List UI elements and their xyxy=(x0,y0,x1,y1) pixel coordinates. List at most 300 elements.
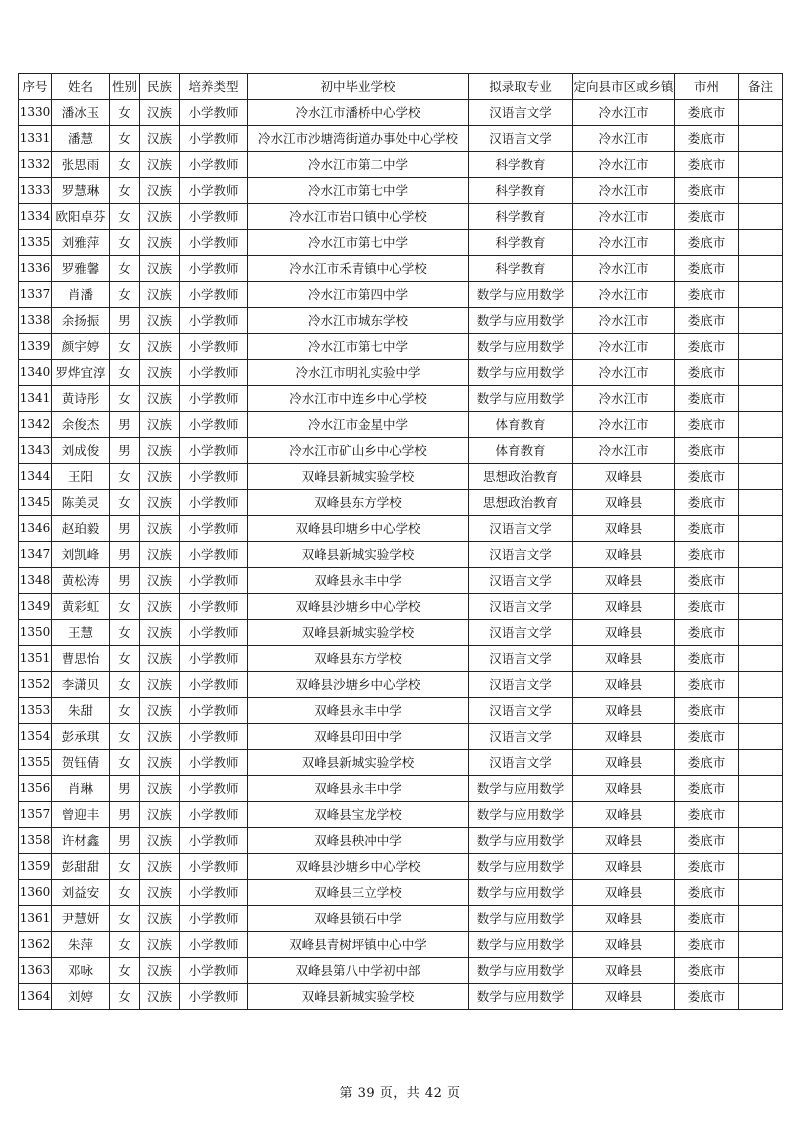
cell-remarks xyxy=(739,880,783,906)
cell-city: 娄底市 xyxy=(675,360,739,386)
cell-gender: 女 xyxy=(110,620,140,646)
cell-seq: 1333 xyxy=(19,178,52,204)
cell-training-type: 小学教师 xyxy=(180,126,248,152)
cell-remarks xyxy=(739,100,783,126)
cell-major: 科学教育 xyxy=(469,152,573,178)
cell-major: 汉语言文学 xyxy=(469,542,573,568)
cell-remarks xyxy=(739,906,783,932)
cell-junior-school: 双峰县锁石中学 xyxy=(248,906,469,932)
cell-seq: 1356 xyxy=(19,776,52,802)
cell-major: 汉语言文学 xyxy=(469,516,573,542)
cell-name: 潘冰玉 xyxy=(52,100,110,126)
cell-junior-school: 冷水江市禾青镇中心学校 xyxy=(248,256,469,282)
cell-training-type: 小学教师 xyxy=(180,984,248,1010)
cell-training-type: 小学教师 xyxy=(180,308,248,334)
cell-training-type: 小学教师 xyxy=(180,802,248,828)
cell-target-county: 双峰县 xyxy=(573,958,675,984)
cell-seq: 1348 xyxy=(19,568,52,594)
cell-junior-school: 冷水江市岩口镇中心学校 xyxy=(248,204,469,230)
cell-gender: 男 xyxy=(110,542,140,568)
cell-junior-school: 双峰县东方学校 xyxy=(248,490,469,516)
cell-ethnicity: 汉族 xyxy=(140,568,180,594)
cell-city: 娄底市 xyxy=(675,204,739,230)
cell-city: 娄底市 xyxy=(675,516,739,542)
cell-training-type: 小学教师 xyxy=(180,542,248,568)
cell-name: 刘益安 xyxy=(52,880,110,906)
cell-training-type: 小学教师 xyxy=(180,958,248,984)
cell-ethnicity: 汉族 xyxy=(140,516,180,542)
cell-city: 娄底市 xyxy=(675,984,739,1010)
cell-junior-school: 冷水江市金星中学 xyxy=(248,412,469,438)
cell-seq: 1359 xyxy=(19,854,52,880)
cell-ethnicity: 汉族 xyxy=(140,646,180,672)
cell-gender: 男 xyxy=(110,568,140,594)
cell-ethnicity: 汉族 xyxy=(140,802,180,828)
cell-name: 颜宇婷 xyxy=(52,334,110,360)
cell-city: 娄底市 xyxy=(675,646,739,672)
cell-gender: 男 xyxy=(110,828,140,854)
cell-ethnicity: 汉族 xyxy=(140,308,180,334)
cell-gender: 女 xyxy=(110,100,140,126)
cell-city: 娄底市 xyxy=(675,698,739,724)
cell-seq: 1352 xyxy=(19,672,52,698)
cell-major: 数学与应用数学 xyxy=(469,932,573,958)
cell-target-county: 冷水江市 xyxy=(573,282,675,308)
cell-training-type: 小学教师 xyxy=(180,178,248,204)
cell-training-type: 小学教师 xyxy=(180,594,248,620)
table-row xyxy=(19,152,783,178)
cell-gender: 女 xyxy=(110,932,140,958)
cell-major: 汉语言文学 xyxy=(469,100,573,126)
table-row xyxy=(19,412,783,438)
cell-ethnicity: 汉族 xyxy=(140,750,180,776)
cell-major: 科学教育 xyxy=(469,230,573,256)
cell-major: 汉语言文学 xyxy=(469,698,573,724)
cell-target-county: 冷水江市 xyxy=(573,126,675,152)
cell-junior-school: 双峰县新城实验学校 xyxy=(248,984,469,1010)
cell-major: 汉语言文学 xyxy=(469,126,573,152)
cell-ethnicity: 汉族 xyxy=(140,828,180,854)
cell-city: 娄底市 xyxy=(675,334,739,360)
cell-name: 朱甜 xyxy=(52,698,110,724)
cell-name: 刘凯峰 xyxy=(52,542,110,568)
cell-city: 娄底市 xyxy=(675,490,739,516)
cell-name: 黄松涛 xyxy=(52,568,110,594)
table-row xyxy=(19,542,783,568)
cell-city: 娄底市 xyxy=(675,958,739,984)
cell-target-county: 双峰县 xyxy=(573,516,675,542)
cell-target-county: 双峰县 xyxy=(573,932,675,958)
cell-junior-school: 双峰县新城实验学校 xyxy=(248,542,469,568)
cell-ethnicity: 汉族 xyxy=(140,178,180,204)
cell-ethnicity: 汉族 xyxy=(140,906,180,932)
cell-remarks xyxy=(739,282,783,308)
cell-gender: 女 xyxy=(110,334,140,360)
cell-training-type: 小学教师 xyxy=(180,672,248,698)
cell-seq: 1344 xyxy=(19,464,52,490)
cell-major: 数学与应用数学 xyxy=(469,802,573,828)
cell-training-type: 小学教师 xyxy=(180,568,248,594)
cell-name: 王慧 xyxy=(52,620,110,646)
cell-seq: 1330 xyxy=(19,100,52,126)
cell-seq: 1362 xyxy=(19,932,52,958)
cell-remarks xyxy=(739,672,783,698)
cell-remarks xyxy=(739,984,783,1010)
cell-gender: 女 xyxy=(110,724,140,750)
cell-junior-school: 双峰县宝龙学校 xyxy=(248,802,469,828)
cell-major: 数学与应用数学 xyxy=(469,308,573,334)
cell-training-type: 小学教师 xyxy=(180,724,248,750)
table-row xyxy=(19,334,783,360)
cell-target-county: 双峰县 xyxy=(573,984,675,1010)
cell-seq: 1364 xyxy=(19,984,52,1010)
cell-target-county: 冷水江市 xyxy=(573,438,675,464)
cell-name: 张思雨 xyxy=(52,152,110,178)
cell-name: 罗慧琳 xyxy=(52,178,110,204)
cell-remarks xyxy=(739,594,783,620)
cell-gender: 女 xyxy=(110,152,140,178)
cell-seq: 1339 xyxy=(19,334,52,360)
cell-remarks xyxy=(739,698,783,724)
cell-remarks xyxy=(739,230,783,256)
cell-target-county: 冷水江市 xyxy=(573,360,675,386)
cell-city: 娄底市 xyxy=(675,230,739,256)
cell-target-county: 冷水江市 xyxy=(573,230,675,256)
cell-target-county: 双峰县 xyxy=(573,880,675,906)
cell-seq: 1336 xyxy=(19,256,52,282)
cell-junior-school: 冷水江市第四中学 xyxy=(248,282,469,308)
cell-target-county: 双峰县 xyxy=(573,620,675,646)
cell-major: 科学教育 xyxy=(469,204,573,230)
cell-name: 彭甜甜 xyxy=(52,854,110,880)
cell-junior-school: 冷水江市中连乡中心学校 xyxy=(248,386,469,412)
cell-city: 娄底市 xyxy=(675,152,739,178)
cell-major: 思想政治教育 xyxy=(469,464,573,490)
cell-name: 罗烨宜淳 xyxy=(52,360,110,386)
cell-target-county: 双峰县 xyxy=(573,672,675,698)
cell-seq: 1351 xyxy=(19,646,52,672)
cell-city: 娄底市 xyxy=(675,100,739,126)
cell-remarks xyxy=(739,464,783,490)
cell-seq: 1343 xyxy=(19,438,52,464)
cell-city: 娄底市 xyxy=(675,256,739,282)
table-row xyxy=(19,386,783,412)
cell-major: 数学与应用数学 xyxy=(469,334,573,360)
cell-remarks xyxy=(739,932,783,958)
cell-training-type: 小学教师 xyxy=(180,620,248,646)
cell-city: 娄底市 xyxy=(675,412,739,438)
cell-gender: 女 xyxy=(110,984,140,1010)
cell-name: 曾迎丰 xyxy=(52,802,110,828)
cell-target-county: 双峰县 xyxy=(573,568,675,594)
table-row xyxy=(19,698,783,724)
cell-training-type: 小学教师 xyxy=(180,932,248,958)
cell-major: 数学与应用数学 xyxy=(469,984,573,1010)
table-row xyxy=(19,672,783,698)
cell-ethnicity: 汉族 xyxy=(140,776,180,802)
cell-junior-school: 双峰县新城实验学校 xyxy=(248,620,469,646)
cell-name: 黄彩虹 xyxy=(52,594,110,620)
cell-remarks xyxy=(739,334,783,360)
cell-target-county: 双峰县 xyxy=(573,854,675,880)
cell-junior-school: 双峰县印塘乡中心学校 xyxy=(248,516,469,542)
cell-remarks xyxy=(739,620,783,646)
cell-ethnicity: 汉族 xyxy=(140,984,180,1010)
cell-remarks xyxy=(739,776,783,802)
cell-gender: 女 xyxy=(110,282,140,308)
cell-remarks xyxy=(739,516,783,542)
cell-seq: 1331 xyxy=(19,126,52,152)
table-row xyxy=(19,984,783,1010)
cell-target-county: 冷水江市 xyxy=(573,412,675,438)
cell-junior-school: 双峰县东方学校 xyxy=(248,646,469,672)
cell-remarks xyxy=(739,490,783,516)
cell-name: 罗雅馨 xyxy=(52,256,110,282)
cell-major: 数学与应用数学 xyxy=(469,282,573,308)
cell-junior-school: 双峰县永丰中学 xyxy=(248,776,469,802)
table-body xyxy=(19,100,783,1010)
cell-city: 娄底市 xyxy=(675,542,739,568)
cell-name: 余俊杰 xyxy=(52,412,110,438)
cell-major: 数学与应用数学 xyxy=(469,386,573,412)
cell-name: 贺钰倩 xyxy=(52,750,110,776)
cell-training-type: 小学教师 xyxy=(180,698,248,724)
cell-junior-school: 冷水江市矿山乡中心学校 xyxy=(248,438,469,464)
cell-name: 王阳 xyxy=(52,464,110,490)
cell-target-county: 双峰县 xyxy=(573,906,675,932)
cell-seq: 1342 xyxy=(19,412,52,438)
cell-gender: 女 xyxy=(110,464,140,490)
cell-name: 潘慧 xyxy=(52,126,110,152)
table-row xyxy=(19,464,783,490)
cell-remarks xyxy=(739,178,783,204)
cell-major: 体育教育 xyxy=(469,412,573,438)
cell-seq: 1355 xyxy=(19,750,52,776)
cell-city: 娄底市 xyxy=(675,880,739,906)
cell-ethnicity: 汉族 xyxy=(140,958,180,984)
cell-gender: 女 xyxy=(110,958,140,984)
cell-name: 李潇贝 xyxy=(52,672,110,698)
cell-name: 曹思怡 xyxy=(52,646,110,672)
cell-training-type: 小学教师 xyxy=(180,828,248,854)
cell-ethnicity: 汉族 xyxy=(140,230,180,256)
table-row xyxy=(19,958,783,984)
table-row xyxy=(19,438,783,464)
cell-training-type: 小学教师 xyxy=(180,854,248,880)
cell-ethnicity: 汉族 xyxy=(140,594,180,620)
cell-target-county: 冷水江市 xyxy=(573,152,675,178)
cell-major: 体育教育 xyxy=(469,438,573,464)
cell-ethnicity: 汉族 xyxy=(140,542,180,568)
column-header-junior-school: 初中毕业学校 xyxy=(248,74,469,100)
cell-gender: 女 xyxy=(110,646,140,672)
table-row xyxy=(19,178,783,204)
table-row xyxy=(19,516,783,542)
cell-target-county: 双峰县 xyxy=(573,776,675,802)
cell-name: 刘婷 xyxy=(52,984,110,1010)
cell-ethnicity: 汉族 xyxy=(140,126,180,152)
cell-target-county: 双峰县 xyxy=(573,724,675,750)
cell-gender: 女 xyxy=(110,672,140,698)
cell-ethnicity: 汉族 xyxy=(140,464,180,490)
cell-junior-school: 冷水江市潘桥中心学校 xyxy=(248,100,469,126)
cell-target-county: 冷水江市 xyxy=(573,178,675,204)
cell-major: 汉语言文学 xyxy=(469,620,573,646)
cell-city: 娄底市 xyxy=(675,854,739,880)
cell-seq: 1361 xyxy=(19,906,52,932)
cell-city: 娄底市 xyxy=(675,932,739,958)
cell-gender: 女 xyxy=(110,386,140,412)
cell-gender: 女 xyxy=(110,490,140,516)
cell-seq: 1354 xyxy=(19,724,52,750)
cell-gender: 男 xyxy=(110,308,140,334)
cell-target-county: 双峰县 xyxy=(573,750,675,776)
cell-seq: 1332 xyxy=(19,152,52,178)
cell-ethnicity: 汉族 xyxy=(140,386,180,412)
table-row xyxy=(19,776,783,802)
cell-city: 娄底市 xyxy=(675,906,739,932)
page-number: 第 39 页，共 42 页 xyxy=(339,1086,461,1101)
cell-remarks xyxy=(739,256,783,282)
cell-major: 汉语言文学 xyxy=(469,568,573,594)
cell-target-county: 双峰县 xyxy=(573,802,675,828)
cell-training-type: 小学教师 xyxy=(180,100,248,126)
cell-target-county: 双峰县 xyxy=(573,594,675,620)
cell-city: 娄底市 xyxy=(675,750,739,776)
cell-name: 黄诗彤 xyxy=(52,386,110,412)
cell-ethnicity: 汉族 xyxy=(140,932,180,958)
table-row xyxy=(19,490,783,516)
cell-training-type: 小学教师 xyxy=(180,360,248,386)
cell-ethnicity: 汉族 xyxy=(140,490,180,516)
cell-gender: 女 xyxy=(110,178,140,204)
cell-ethnicity: 汉族 xyxy=(140,204,180,230)
cell-name: 肖潘 xyxy=(52,282,110,308)
cell-training-type: 小学教师 xyxy=(180,776,248,802)
cell-city: 娄底市 xyxy=(675,438,739,464)
cell-major: 科学教育 xyxy=(469,178,573,204)
cell-gender: 女 xyxy=(110,230,140,256)
cell-remarks xyxy=(739,750,783,776)
cell-training-type: 小学教师 xyxy=(180,256,248,282)
cell-gender: 女 xyxy=(110,204,140,230)
cell-training-type: 小学教师 xyxy=(180,152,248,178)
cell-gender: 女 xyxy=(110,880,140,906)
cell-training-type: 小学教师 xyxy=(180,880,248,906)
cell-name: 邓咏 xyxy=(52,958,110,984)
cell-target-county: 冷水江市 xyxy=(573,308,675,334)
admission-table xyxy=(18,73,783,1010)
cell-remarks xyxy=(739,126,783,152)
cell-seq: 1347 xyxy=(19,542,52,568)
cell-junior-school: 冷水江市第七中学 xyxy=(248,334,469,360)
cell-name: 欧阳卓芬 xyxy=(52,204,110,230)
cell-remarks xyxy=(739,854,783,880)
cell-major: 汉语言文学 xyxy=(469,646,573,672)
cell-major: 汉语言文学 xyxy=(469,724,573,750)
cell-name: 朱萍 xyxy=(52,932,110,958)
cell-training-type: 小学教师 xyxy=(180,646,248,672)
cell-remarks xyxy=(739,542,783,568)
cell-major: 思想政治教育 xyxy=(469,490,573,516)
table-row xyxy=(19,594,783,620)
table-header-row xyxy=(19,74,783,100)
cell-name: 陈美灵 xyxy=(52,490,110,516)
table-row xyxy=(19,620,783,646)
cell-ethnicity: 汉族 xyxy=(140,256,180,282)
cell-name: 余扬振 xyxy=(52,308,110,334)
cell-city: 娄底市 xyxy=(675,828,739,854)
cell-city: 娄底市 xyxy=(675,802,739,828)
cell-seq: 1363 xyxy=(19,958,52,984)
cell-junior-school: 冷水江市城东学校 xyxy=(248,308,469,334)
cell-seq: 1357 xyxy=(19,802,52,828)
table-row xyxy=(19,854,783,880)
cell-major: 汉语言文学 xyxy=(469,672,573,698)
cell-ethnicity: 汉族 xyxy=(140,880,180,906)
cell-junior-school: 双峰县青树坪镇中心中学 xyxy=(248,932,469,958)
table-row xyxy=(19,724,783,750)
table-row xyxy=(19,126,783,152)
cell-junior-school: 双峰县印田中学 xyxy=(248,724,469,750)
cell-city: 娄底市 xyxy=(675,620,739,646)
cell-gender: 女 xyxy=(110,256,140,282)
cell-city: 娄底市 xyxy=(675,386,739,412)
cell-ethnicity: 汉族 xyxy=(140,100,180,126)
cell-gender: 女 xyxy=(110,360,140,386)
cell-remarks xyxy=(739,438,783,464)
cell-remarks xyxy=(739,412,783,438)
cell-major: 数学与应用数学 xyxy=(469,360,573,386)
cell-city: 娄底市 xyxy=(675,126,739,152)
cell-remarks xyxy=(739,802,783,828)
cell-target-county: 冷水江市 xyxy=(573,204,675,230)
cell-city: 娄底市 xyxy=(675,178,739,204)
cell-ethnicity: 汉族 xyxy=(140,282,180,308)
cell-name: 刘成俊 xyxy=(52,438,110,464)
cell-city: 娄底市 xyxy=(675,672,739,698)
cell-seq: 1350 xyxy=(19,620,52,646)
cell-junior-school: 双峰县新城实验学校 xyxy=(248,750,469,776)
cell-junior-school: 双峰县沙塘乡中心学校 xyxy=(248,672,469,698)
table-row xyxy=(19,360,783,386)
cell-junior-school: 双峰县三立学校 xyxy=(248,880,469,906)
cell-seq: 1349 xyxy=(19,594,52,620)
cell-junior-school: 双峰县秧冲中学 xyxy=(248,828,469,854)
cell-name: 赵珀毅 xyxy=(52,516,110,542)
table-row xyxy=(19,906,783,932)
cell-seq: 1338 xyxy=(19,308,52,334)
cell-name: 许材鑫 xyxy=(52,828,110,854)
column-header-training-type: 培养类型 xyxy=(180,74,248,100)
cell-gender: 女 xyxy=(110,906,140,932)
cell-city: 娄底市 xyxy=(675,724,739,750)
cell-training-type: 小学教师 xyxy=(180,334,248,360)
column-header-seq: 序号 xyxy=(19,74,52,100)
cell-ethnicity: 汉族 xyxy=(140,152,180,178)
cell-seq: 1340 xyxy=(19,360,52,386)
cell-major: 数学与应用数学 xyxy=(469,958,573,984)
cell-target-county: 双峰县 xyxy=(573,828,675,854)
cell-ethnicity: 汉族 xyxy=(140,854,180,880)
cell-remarks xyxy=(739,152,783,178)
cell-city: 娄底市 xyxy=(675,594,739,620)
cell-target-county: 冷水江市 xyxy=(573,100,675,126)
cell-training-type: 小学教师 xyxy=(180,464,248,490)
cell-junior-school: 双峰县第八中学初中部 xyxy=(248,958,469,984)
cell-ethnicity: 汉族 xyxy=(140,360,180,386)
cell-gender: 女 xyxy=(110,750,140,776)
